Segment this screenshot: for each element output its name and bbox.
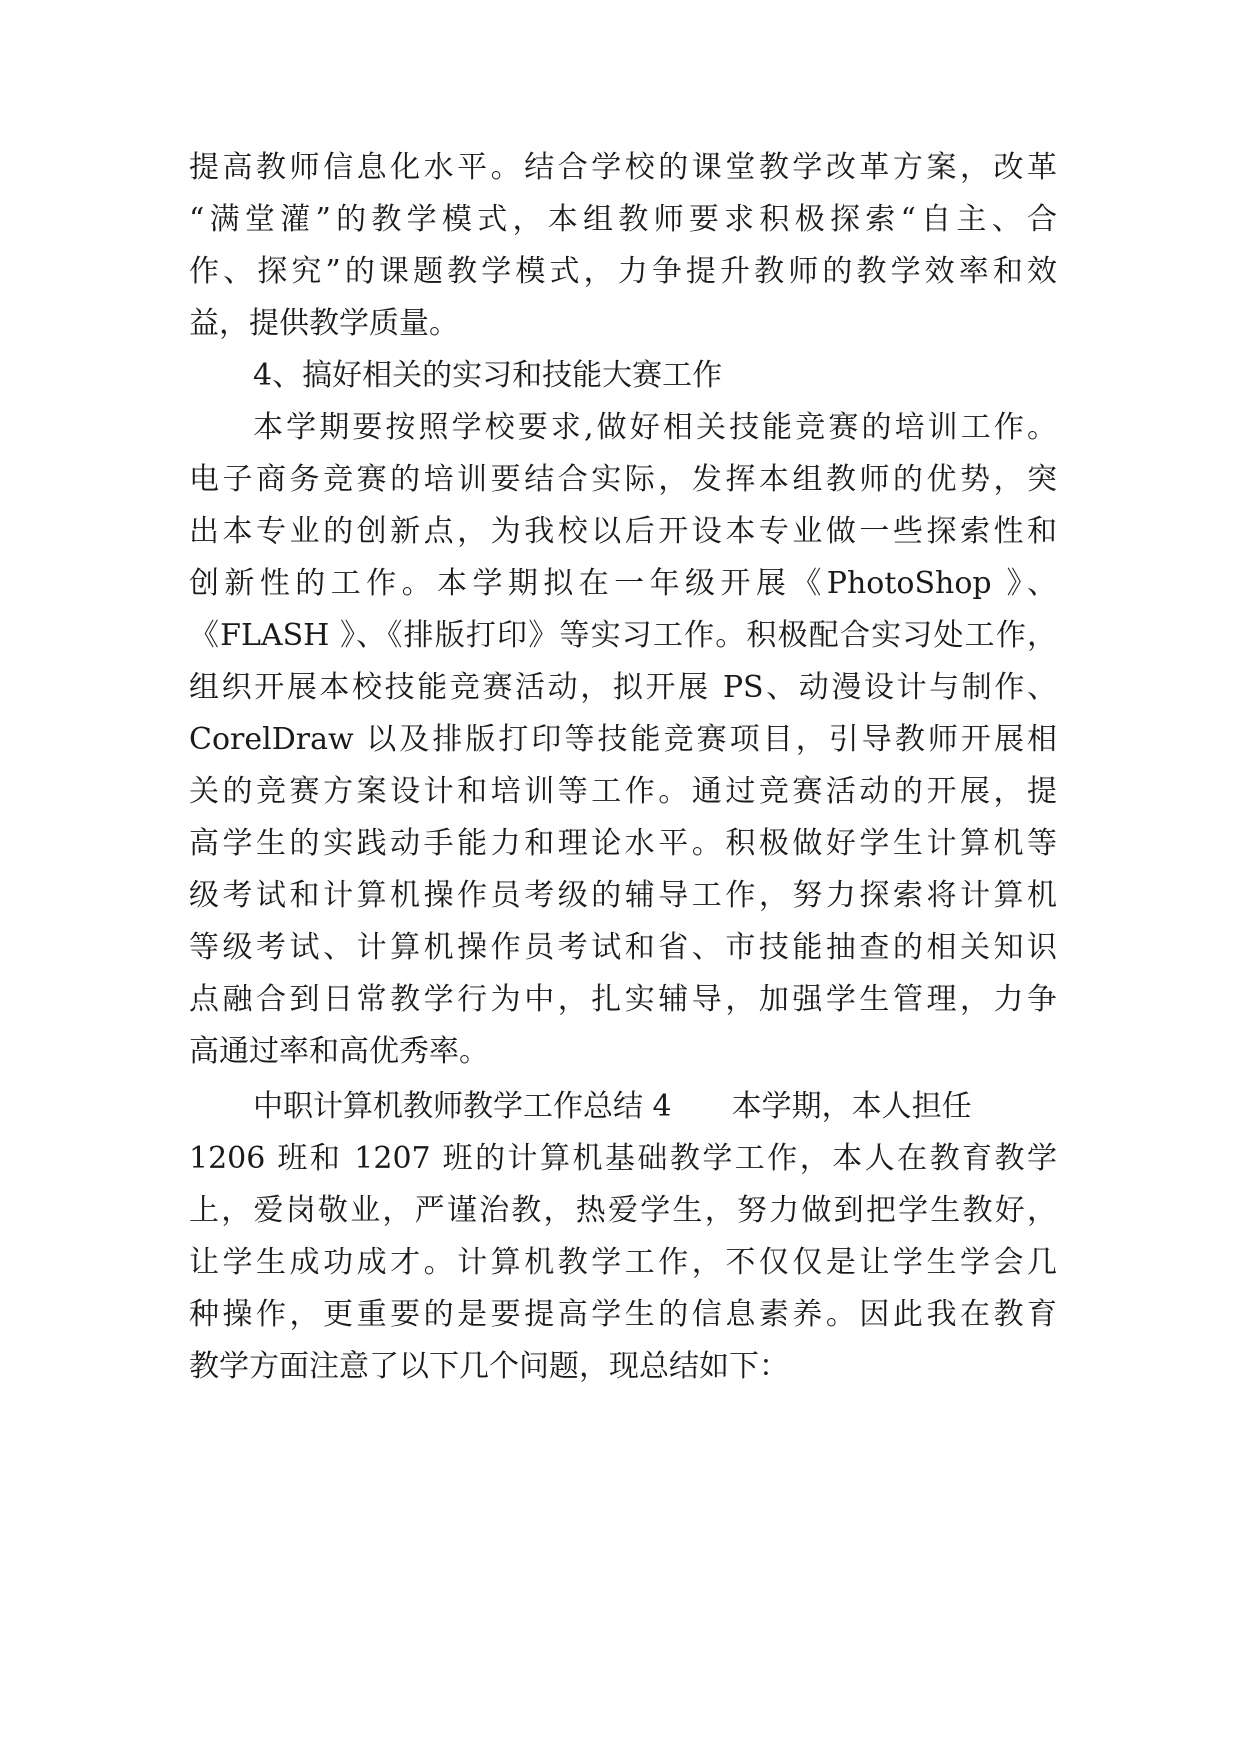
text-line: 教学方面注意了以下几个问题，现总结如下： [189,1349,789,1384]
text-line: 1206 班和 1207 班的计算机基础教学工作，本人在教育教学 [189,1141,1057,1176]
text-line: 提高教师信息化水平。结合学校的课堂教学改革方案，改革 [189,150,1057,185]
text-line: 等级考试、计算机操作员考试和省、市技能抽查的相关知识 [189,930,1057,965]
text-line: 中职计算机教师教学工作总结 4 本学期，本人担任 [253,1089,972,1124]
text-line: 级考试和计算机操作员考级的辅导工作，努力探索将计算机 [189,878,1057,913]
text-line: 《FLASH 》、《排版打印》等实习工作。积极配合实习处工作， [189,618,1057,653]
text-line: 种操作，更重要的是要提高学生的信息素养。因此我在教育 [189,1297,1057,1332]
section-heading: 4、搞好相关的实习和技能大赛工作 [253,358,723,393]
text-line: 益，提供教学质量。 [189,306,459,341]
text-line: 让学生成功成才。计算机教学工作，不仅仅是让学生学会几 [189,1245,1057,1280]
text-line: 本学期要按照学校要求,做好相关技能竞赛的培训工作。 [253,410,1057,445]
text-line: 关的竞赛方案设计和培训等工作。通过竞赛活动的开展，提 [189,774,1057,809]
text-line: 高通过率和高优秀率。 [189,1034,489,1069]
text-line: 电子商务竞赛的培训要结合实际，发挥本组教师的优势，突 [189,462,1057,497]
text-line: 组织开展本校技能竞赛活动，拟开展 PS、动漫设计与制作、 [189,670,1057,705]
text-line: 出本专业的创新点，为我校以后开设本专业做一些探索性和 [189,514,1057,549]
text-line: 高学生的实践动手能力和理论水平。积极做好学生计算机等 [189,826,1057,861]
text-line: “满堂灌”的教学模式，本组教师要求积极探索“自主、合 [189,202,1057,237]
text-line: 创新性的工作。本学期拟在一年级开展《PhotoShop 》、 [189,566,1057,601]
text-line: CorelDraw 以及排版打印等技能竞赛项目，引导教师开展相 [189,722,1057,757]
text-line: 上，爱岗敬业，严谨治教，热爱学生，努力做到把学生教好， [189,1193,1057,1228]
text-line: 点融合到日常教学行为中，扎实辅导，加强学生管理，力争 [189,982,1057,1017]
text-line: 作、探究”的课题教学模式，力争提升教师的教学效率和效 [189,254,1057,289]
